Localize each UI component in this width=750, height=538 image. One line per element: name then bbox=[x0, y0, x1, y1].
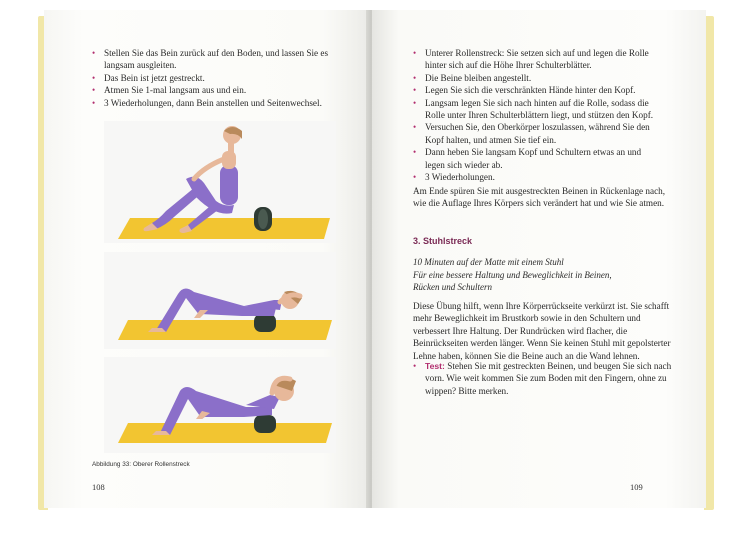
bullet-icon: • bbox=[413, 85, 417, 96]
list-item: • Legen Sie sich die verschränkten Hände hinter den Kopf. bbox=[413, 85, 636, 96]
intro-line: Für eine bessere Haltung und Beweglichkeit in Beinen, bbox=[413, 269, 612, 280]
bullet-icon: • bbox=[413, 97, 417, 108]
figure-caption: Abbildung 33: Oberer Rollenstreck bbox=[92, 461, 190, 468]
bullet-icon: • bbox=[413, 172, 417, 183]
bullet-icon: • bbox=[413, 122, 417, 133]
exercise-photo-lying-back bbox=[104, 252, 336, 349]
right-bullet-list bbox=[413, 47, 663, 183]
section-heading: 3. Stuhlstreck bbox=[413, 236, 473, 246]
main-paragraph: Diese Übung hilft, wenn Ihre Körperrückseite verkürzt ist. Sie schafft mehr Beweglichkeit im Brustkorb sowie in den Schultern und verbessert Ihre Haltung. Der Rundrücken wird flacher, die Beinrückseiten werden länger. Wenn Sie keinen Stuhl mit gepolsterter Lehne haben, können Sie die Beine auch an die Wand lehnen. bbox=[413, 301, 671, 361]
page-number-right: 109 bbox=[630, 482, 643, 492]
lying-figure-illustration bbox=[104, 252, 336, 349]
exercise-photo-head-lift bbox=[104, 357, 336, 453]
list-item: • Atmen Sie 1-mal langsam aus und ein. bbox=[92, 85, 247, 96]
list-item: • Unterer Rollenstreck: Sie setzen sich auf und legen die Rolle hinter sich auf die Höhe Ihrer Schulterblätter. bbox=[413, 48, 649, 71]
page-number-left: 108 bbox=[92, 482, 105, 492]
list-item: • Stellen Sie das Bein zurück auf den Boden, und lassen Sie es langsam ausgleiten. bbox=[92, 48, 329, 71]
list-item: • Versuchen Sie, den Oberkörper loszulassen, während Sie den Kopf halten, und atmen Sie tief ein. bbox=[413, 122, 650, 145]
test-label: Test: bbox=[425, 361, 445, 371]
left-bullet-list bbox=[92, 47, 344, 109]
list-item: • Das Bein ist jetzt gestreckt. bbox=[92, 72, 205, 83]
section-intro bbox=[413, 256, 668, 294]
bullet-icon: • bbox=[92, 97, 96, 108]
bullet-icon: • bbox=[92, 85, 96, 96]
list-item: • 3 Wiederholungen. bbox=[413, 172, 495, 183]
bullet-icon: • bbox=[413, 48, 417, 58]
bullet-icon: • bbox=[92, 72, 96, 83]
bullet-icon: • bbox=[413, 147, 417, 158]
list-item: • Dann heben Sie langsam Kopf und Schultern etwas an und legen sich wieder ab. bbox=[413, 147, 642, 170]
test-text: Stehen Sie mit gestreckten Beinen, und beugen Sie sich nach vorn. Wie weit kommen Sie zum Boden mit den Fingern, ohne zu wippen? Bitte merken. bbox=[425, 361, 672, 396]
list-item: • 3 Wiederholungen, dann Bein anstellen und Seitenwechsel. bbox=[92, 97, 322, 108]
list-item: • Die Beine bleiben angestellt. bbox=[413, 72, 532, 83]
sitting-figure-illustration bbox=[104, 121, 336, 243]
bullet-icon: • bbox=[413, 361, 417, 371]
closing-paragraph: Am Ende spüren Sie mit ausgestreckten Beinen in Rückenlage nach, wie die Auflage Ihres Körpers sich verändert hat und wie Sie atmen. bbox=[413, 186, 666, 209]
bullet-icon: • bbox=[413, 72, 417, 83]
list-item: • Langsam legen Sie sich nach hinten auf die Rolle, sodass die Rolle unter Ihren Schulterblättern liegt, und stützen den Kopf. bbox=[413, 97, 654, 121]
bullet-icon: • bbox=[92, 48, 96, 58]
head-lift-figure-illustration bbox=[104, 357, 336, 453]
intro-line: 10 Minuten auf der Matte mit einem Stuhl bbox=[413, 257, 564, 267]
exercise-photo-sitting bbox=[104, 121, 336, 243]
test-bullet bbox=[413, 360, 683, 397]
intro-line: Rücken und Schultern bbox=[413, 282, 492, 293]
